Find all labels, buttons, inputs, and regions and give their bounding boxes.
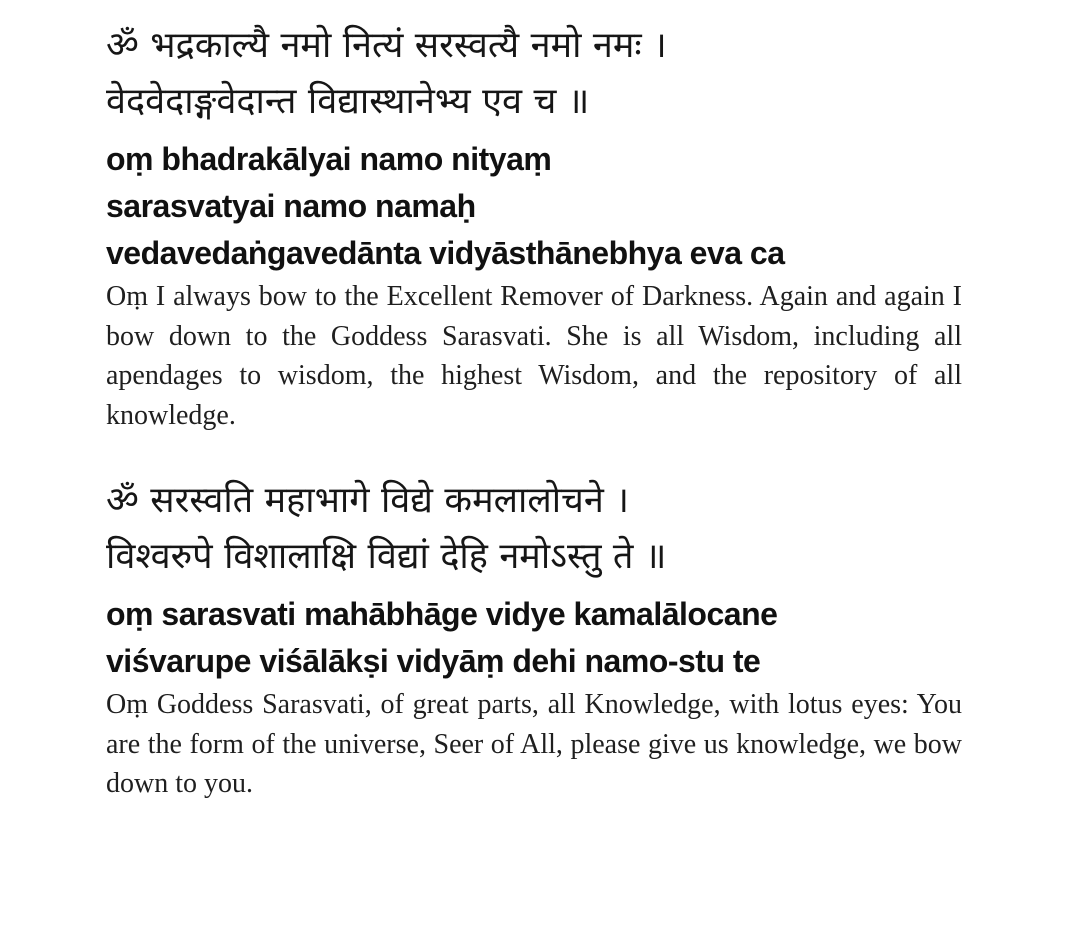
sanskrit-line: वेदवेदाङ्गवेदान्त विद्यास्थानेभ्य एव च ॥ [106,81,590,122]
transliteration-line: sarasvatyai namo namaḥ [106,188,476,224]
translation-paragraph: Oṃ I always bow to the Excellent Remover of Darkness. Again and again I bow down to the Goddess Sarasvati. She is all Wisdom, including all apendages to wisdom, the highest Wisdom, and the repository of all knowledge. [106,281,962,431]
sanskrit-line: ॐ सरस्वति महाभागे विद्ये कमलालोचने । [106,480,629,521]
transliteration-line: vedavedaṅgavedānta vidyāsthānebhya eva ca [106,235,785,271]
mantra-page [106,18,962,832]
verse-sarasvati [106,473,962,804]
transliteration-line: oṃ sarasvati mahābhāge vidye kamalālocane [106,596,778,632]
transliteration-line: oṃ bhadrakālyai namo nityaṃ [106,141,552,177]
sanskrit-line: विश्वरुपे विशालाक्षि विद्यां देहि नमोऽस्तु ते ॥ [106,536,667,577]
translation-paragraph: Oṃ Goddess Sarasvati, of great parts, all Knowledge, with lotus eyes: You are the form of the universe, Seer of All, please give us knowledge, we bow down to you. [106,689,962,799]
verse-bhadrakali [106,18,962,435]
transliteration-line: viśvarupe viśālākṣi vidyāṃ dehi namo-stu te [106,643,761,679]
sanskrit-line: ॐ भद्रकाल्यै नमो नित्यं सरस्वत्यै नमो नमः । [106,25,667,66]
